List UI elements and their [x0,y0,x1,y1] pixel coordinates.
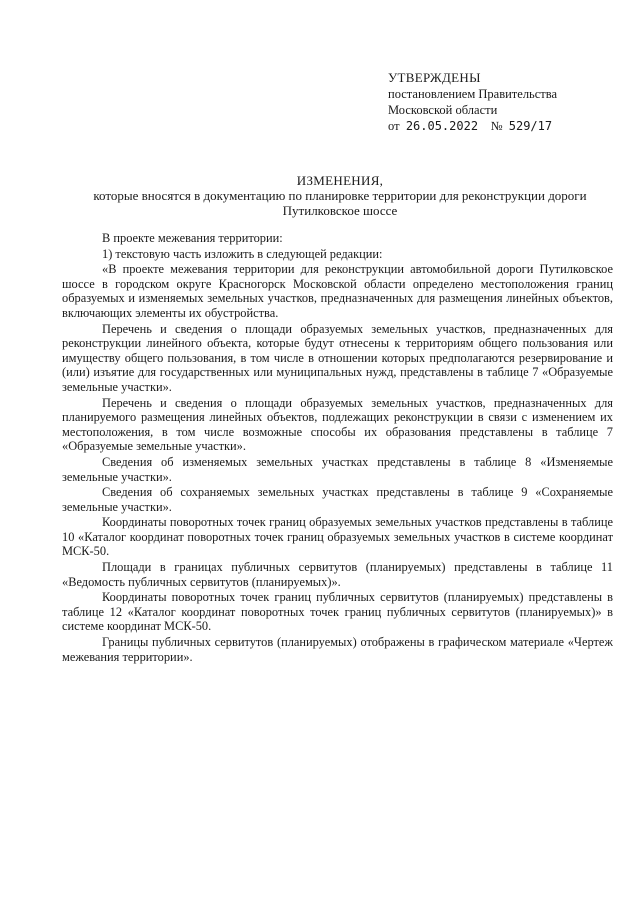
approval-date: 26.05.2022 [405,119,479,133]
number-sign: № [490,119,503,133]
approval-number: 529/17 [508,119,553,133]
approval-line-2: Московской области [388,103,498,117]
body-paragraph: Координаты поворотных точек границ образуемых земельных участков представлены в таблице 10 «Каталог координат поворотных точек границ образуемых земельных участков в системе координат МСК-50. [62,515,613,559]
title-line-3: Путилковское шоссе [282,203,398,218]
body-paragraph: Границы публичных сервитутов (планируемых) отображены в графическом материале «Чертеж межевания территории». [62,635,613,664]
body-paragraph: Перечень и сведения о площади образуемых земельных участков, предназначенных для планируемого размещения линейных объектов, подлежащих реконструкции в связи с изменением их местоположения, в том числе возможные способы их образования представлены в таблице 7 «Образуемые земельные участки». [62,395,613,454]
body-paragraph: Сведения об изменяемых земельных участках представлены в таблице 8 «Изменяемые земельные участки». [62,454,613,484]
body-paragraph: Площади в границах публичных сервитутов (планируемых) представлены в таблице 11 «Ведомость публичных сервитутов (планируемых)». [62,560,613,589]
body-paragraph: Сведения об сохраняемых земельных участках представлены в таблице 9 «Сохраняемые земельные участки». [62,485,613,514]
date-prefix: от [388,119,400,133]
document-title [70,173,610,218]
document-body [62,231,613,665]
title-main: ИЗМЕНЕНИЯ, [296,173,384,188]
body-paragraph: Координаты поворотных точек границ публичных сервитутов (планируемых) представлены в таблице 12 «Каталог координат поворотных точек границ публичных сервитутов (планируемых)» в системе координат МСК-50. [62,590,613,634]
approval-line-1: постановлением Правительства [388,87,558,101]
approval-date-line [388,118,557,134]
body-paragraph: Перечень и сведения о площади образуемых земельных участков, предназначенных для реконструкции линейного объекта, которые будут отнесены к территориям общего пользования или имуществу общего пользования, в том числе в отношении которых предполагаются резервирование и (или) изъятие для государственных или муниципальных нужд, представлены в таблице 7 «Образуемые земельные участки». [62,321,613,394]
approval-block [388,70,557,134]
title-line-2: которые вносятся в документацию по планировке территории для реконструкции дороги [93,188,587,203]
body-paragraph: «В проекте межевания территории для реконструкции автомобильной дороги Путилковское шоссе в городском округе Красногорск Московской области определено местоположения границ образуемых и изменяемых земельных участков, предназначенных для размещения линейных объектов, включающих элементы их обустройства. [62,262,613,320]
body-paragraph: В проекте межевания территории: [102,231,283,245]
approval-stamp: УТВЕРЖДЕНЫ [388,70,481,85]
body-paragraph: 1) текстовую часть изложить в следующей редакции: [102,246,383,261]
